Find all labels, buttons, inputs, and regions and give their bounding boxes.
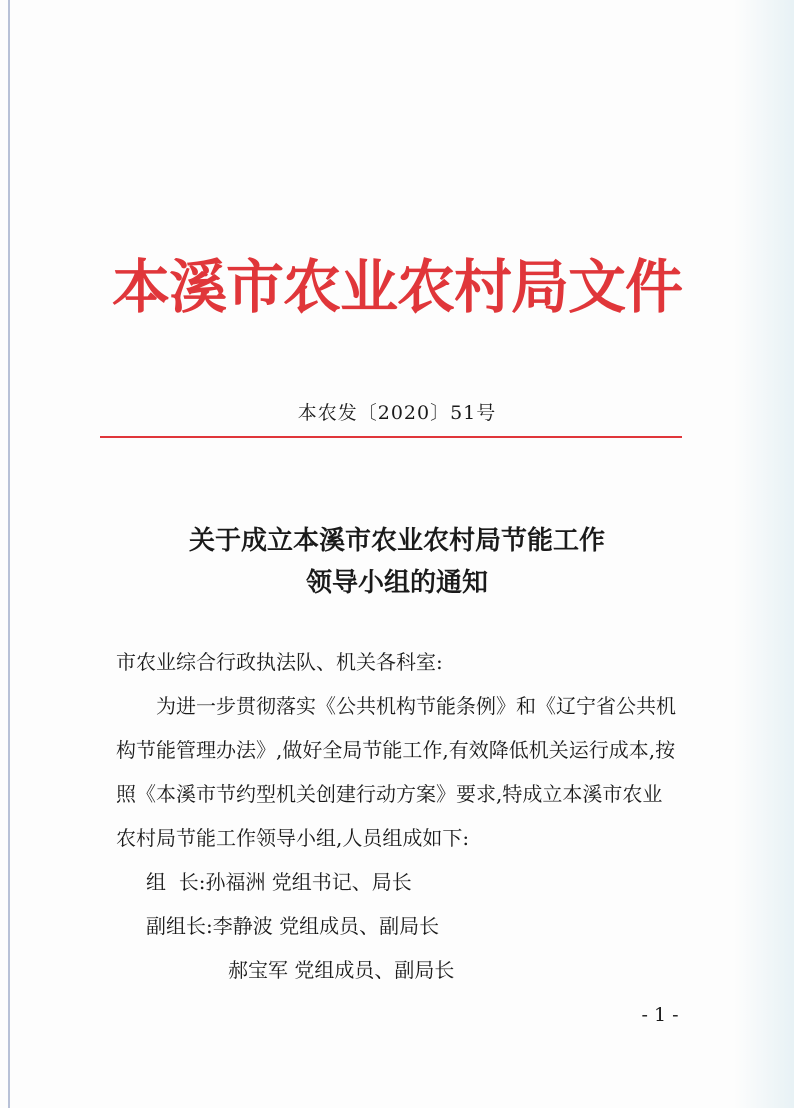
member-line-leader: 组 长:孙福洲 党组书记、局长 (146, 870, 412, 894)
red-divider-line (100, 436, 682, 438)
page-number: - 1 - (641, 1004, 679, 1026)
member-line-deputy-1: 副组长:李静波 党组成员、副局长 (146, 914, 440, 938)
subject-line-1: 关于成立本溪市农业农村局节能工作 (188, 526, 605, 556)
document-number: 本农发〔2020〕51号 (297, 402, 497, 424)
notice-body (116, 640, 680, 992)
subject-line-2: 领导小组的通知 (305, 568, 488, 598)
addressee: 市农业综合行政执法队、机关各科室: (116, 650, 443, 674)
notice-subject (0, 520, 794, 604)
member-line-deputy-2: 郝宝军 党组成员、副局长 (228, 958, 455, 982)
document-header-title: 本溪市农业农村局文件 (111, 253, 682, 321)
body-paragraph: 为进一步贯彻落实《公共机构节能条例》和《辽宁省公共机构节能管理办法》,做好全局节能工作,有效降低机关运行成本,按照《本溪市节约型机关创建行动方案》要求,特成立本溪市农业农村局节能工作领导小组,人员组成如下: (116, 694, 676, 850)
